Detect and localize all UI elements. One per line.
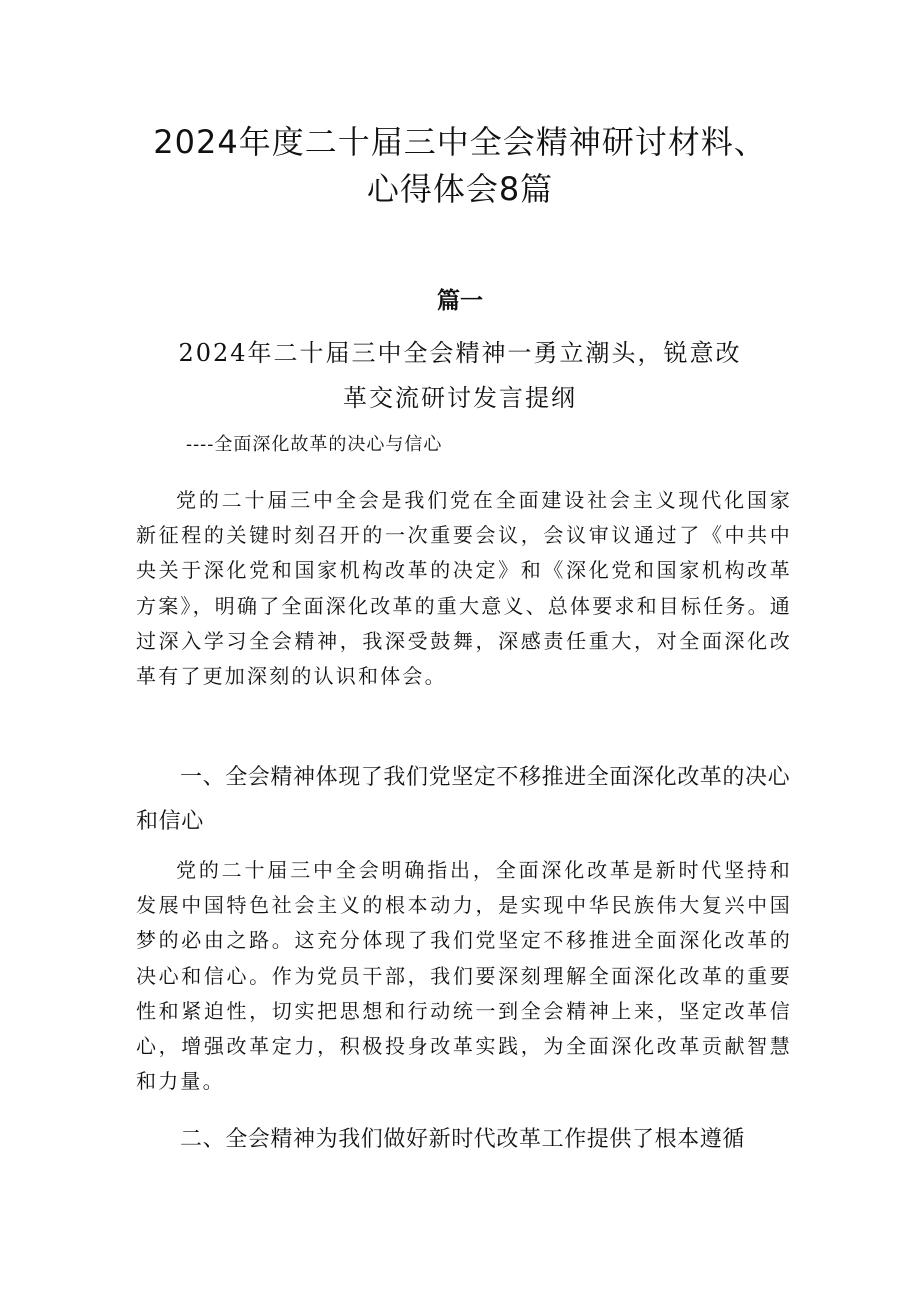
article-title-line-1: 2024年二十届三中全会精神一勇立潮头，锐意改 bbox=[178, 339, 742, 367]
article-subtitle: ----全面深化故革的决心与信心 bbox=[186, 434, 443, 455]
body-paragraph-2: 党的二十届三中全会明确指出，全面深化改革是新时代坚持和发展中国特色社会主义的根本动力，是实现中华民族伟大复兴中国梦的必由之路。这充分体现了我们党坚定不移推进全面深化改革的决心和信心。作为党员干部，我们要深刻理解全面深化改革的重要性和紧迫性，切实把思想和行动统一到全会精神上来，坚定改革信心，增强改革定力，积极投身改革实践，为全面深化改革贡献智慧和力量。 bbox=[136, 858, 792, 1094]
article-title-line-2: 革交流研讨发言提纲 bbox=[343, 384, 577, 412]
section-heading-2: 二、全会精神为我们做好新时代改革工作提供了根本遵循 bbox=[180, 1127, 746, 1152]
document-title-line-2: 心得体会8篇 bbox=[366, 170, 554, 208]
body-paragraph-1: 党的二十届三中全会是我们党在全面建设社会主义现代化国家新征程的关键时刻召开的一次重要会议，会议审议通过了《中共中央关于深化党和国家机构改革的决定》和《深化党和国家机构改革方案》，明确了全面深化改革的重大意义、总体要求和目标任务。通过深入学习全会精神，我深受鼓舞，深感责任重大，对全面深化改革有了更加深刻的认识和体会。 bbox=[136, 488, 792, 689]
section-label: 篇一 bbox=[437, 288, 483, 314]
section-heading-1: 一、全会精神体现了我们党坚定不移推进全面深化改革的决心和信心 bbox=[136, 765, 791, 834]
document-title-line-1: 2024年度二十届三中全会精神研讨材料、 bbox=[153, 123, 767, 161]
